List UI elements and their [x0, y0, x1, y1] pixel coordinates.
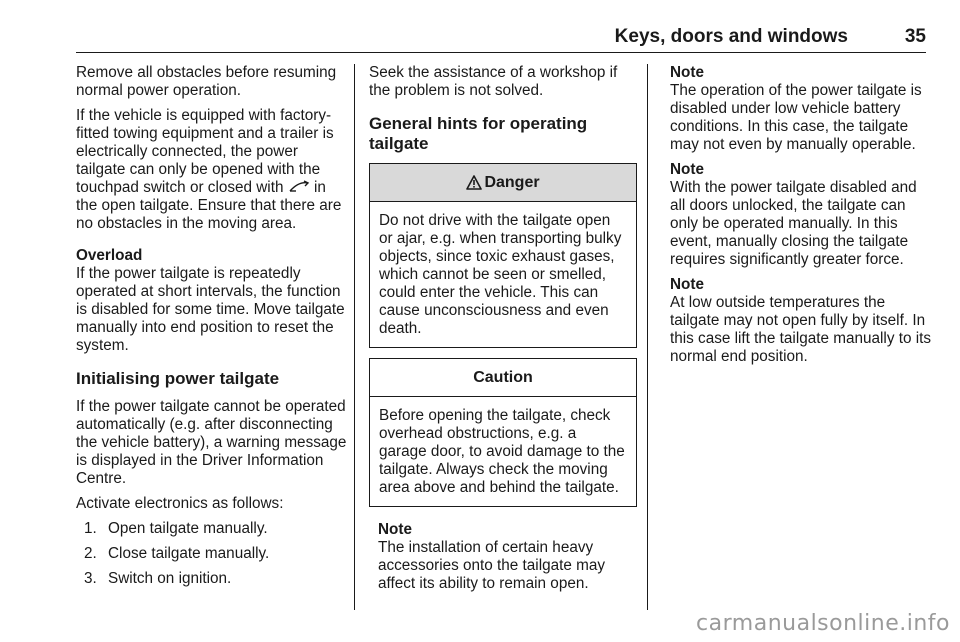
note	[369, 521, 637, 593]
note	[670, 276, 932, 366]
list-item: 1. Open tailgate manually.	[84, 520, 268, 537]
column-divider	[647, 64, 648, 610]
danger-box	[369, 163, 637, 348]
note-label: Note	[670, 161, 704, 178]
list-item: 3. Switch on ignition.	[84, 570, 232, 587]
note	[670, 64, 932, 154]
activate-text: Activate electronics as follows:	[76, 495, 284, 512]
page-title: Keys, doors and windows	[614, 26, 848, 47]
column-left	[76, 64, 348, 595]
watermark: carmanualsonline.info	[696, 611, 950, 636]
paragraph-towing: If the vehicle is equipped with factory-fitted towing equipment and a trailer is electrically connected, the power tailgate can only be opened with the touchpad switch or closed with in the open tailgate. Ensure that there are no obstacles in the moving area.	[76, 107, 342, 232]
init-text: If the power tailgate cannot be operated automatically (e.g. after disconnecting the vehicle battery), a warning message is displayed in the Driver Information Centre.	[76, 398, 347, 487]
danger-header: Danger	[370, 164, 636, 202]
list-item: 2. Close tailgate manually.	[84, 545, 270, 562]
caution-text: Before opening the tailgate, check overhead obstructions, e.g. a garage door, to avoid damage to the tailgate. Always check the moving area above and behind the tailgate.	[379, 407, 625, 496]
paragraph: Remove all obstacles before resuming normal power operation.	[76, 64, 337, 99]
danger-text: Do not drive with the tailgate open or ajar, e.g. when transporting bulky objects, since toxic exhaust gases, which cannot be seen or smelled, could enter the vehicle. This can cause unconsciousness and even death.	[379, 212, 622, 337]
steps-list	[76, 520, 348, 588]
note-text: With the power tailgate disabled and all doors unlocked, the tailgate can only be operated manually. In this event, manually closing the tailgate requires significantly greater force.	[670, 179, 917, 268]
warning-triangle-icon	[466, 175, 482, 190]
page-header	[76, 26, 926, 53]
column-middle	[369, 64, 637, 593]
note-label: Note	[670, 276, 704, 293]
section-heading-hints: General hints for operating tailgate	[369, 114, 588, 153]
note	[670, 161, 932, 269]
page-number: 35	[904, 26, 926, 47]
caution-header: Caution	[370, 359, 636, 397]
section-heading-init: Initialising power tailgate	[76, 369, 280, 388]
note-text: At low outside temperatures the tailgate may not open fully by itself. In this case lift the tailgate manually to its normal end position.	[670, 294, 932, 365]
overload-heading: Overload	[76, 247, 143, 264]
column-divider	[354, 64, 355, 610]
paragraph: Seek the assistance of a workshop if the problem is not solved.	[369, 64, 618, 99]
caution-box	[369, 358, 637, 507]
note-label: Note	[378, 521, 412, 538]
note-text: The operation of the power tailgate is disabled under low vehicle battery conditions. In this case, the tailgate may not even by manually operable.	[670, 82, 922, 153]
note-label: Note	[670, 64, 704, 81]
tailgate-close-icon	[288, 180, 310, 194]
column-right	[670, 64, 932, 373]
note-text: The installation of certain heavy accessories onto the tailgate may affect its ability to remain open.	[378, 539, 606, 592]
overload-text: If the power tailgate is repeatedly operated at short intervals, the function is disabled for some time. Move tailgate manually into end position to reset the system.	[76, 265, 345, 354]
